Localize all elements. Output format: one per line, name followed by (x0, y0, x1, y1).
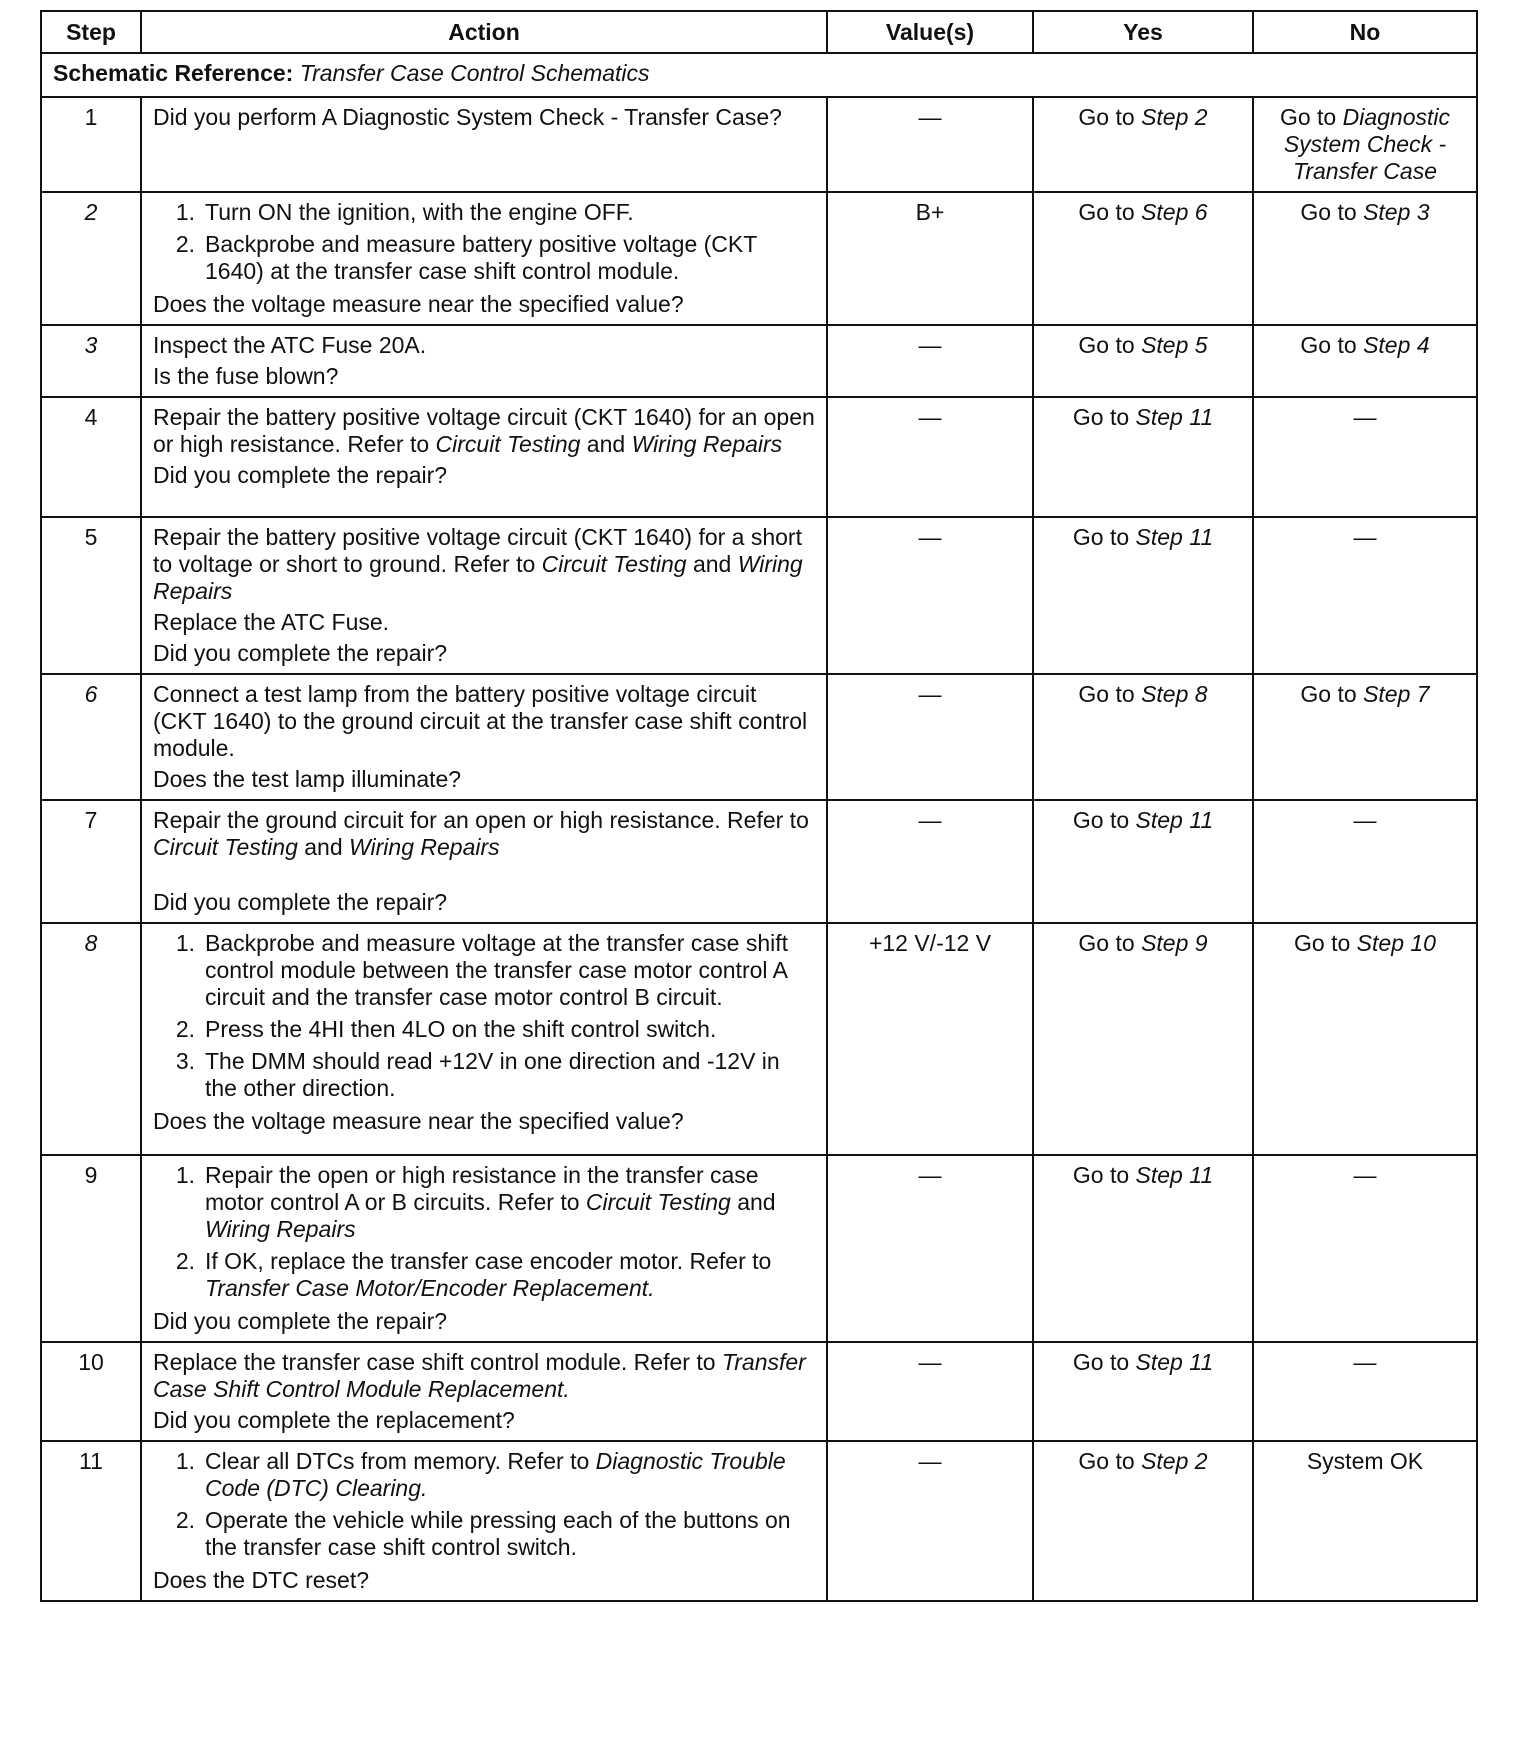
table-row (41, 97, 1477, 192)
no-cell (1253, 325, 1477, 397)
circuit-testing-link[interactable]: Circuit Testing (541, 551, 687, 577)
action-list-item: 2. If OK, replace the transfer case encoder motor. Refer to Transfer Case Motor/Encoder Replacement. (175, 1248, 772, 1301)
action-text: Replace the transfer case shift control module. Refer to Transfer Case Shift Control Module Replacement. (153, 1349, 806, 1402)
yes-cell (1033, 923, 1253, 1155)
action-question: Did you complete the repair? (153, 889, 448, 915)
yes-step-link[interactable]: Step 5 (1141, 332, 1208, 358)
action-cell (141, 1155, 827, 1342)
go-to-label: Go to (1078, 1448, 1135, 1474)
go-to-label: Go to (1078, 332, 1135, 358)
table-row (41, 1342, 1477, 1441)
value-cell: B+ (827, 192, 1033, 325)
encoder-replacement-link[interactable]: Transfer Case Motor/Encoder Replacement. (205, 1275, 655, 1301)
action-question: Did you complete the repair? (153, 640, 448, 666)
value-cell: — (827, 517, 1033, 674)
action-text-2: Replace the ATC Fuse. (153, 609, 390, 635)
value-cell: — (827, 1441, 1033, 1601)
go-to-label: Go to (1072, 404, 1130, 430)
yes-step-link[interactable]: Step 6 (1141, 199, 1208, 225)
wiring-repairs-link[interactable]: Wiring Repairs (631, 431, 783, 457)
action-text: Repair the ground circuit for an open or high resistance. Refer to Circuit Testing and Wiring Repairs (153, 807, 809, 860)
action-cell (141, 397, 827, 517)
header-row (41, 11, 1477, 53)
table-row (41, 192, 1477, 325)
step-number: 7 (41, 800, 141, 923)
header-values: Value(s) (827, 11, 1033, 53)
diagnostic-page (40, 10, 1476, 1602)
schematic-reference (41, 53, 1477, 97)
header-no: No (1253, 11, 1477, 53)
action-question: Did you complete the repair? (153, 462, 448, 488)
action-text: Inspect the ATC Fuse 20A. (153, 332, 427, 358)
yes-step-link[interactable]: Step 11 (1135, 524, 1214, 550)
go-to-label: Go to (1300, 681, 1357, 707)
no-cell: — (1253, 800, 1477, 923)
table-row (41, 517, 1477, 674)
action-cell (141, 923, 827, 1155)
go-to-label: Go to (1300, 332, 1357, 358)
wiring-repairs-link[interactable]: Wiring Repairs (349, 834, 500, 860)
table-row (41, 397, 1477, 517)
action-text: Connect a test lamp from the battery positive voltage circuit (CKT 1640) to the ground circuit at the transfer case shift control module. (153, 681, 808, 761)
table-row (41, 800, 1477, 923)
no-cell (1253, 923, 1477, 1155)
schematic-label: Schematic Reference: (53, 60, 294, 86)
header-step: Step (41, 11, 141, 53)
schematic-row (41, 53, 1477, 97)
yes-step-link[interactable]: Step 2 (1141, 104, 1208, 130)
no-cell: — (1253, 517, 1477, 674)
step-number: 10 (41, 1342, 141, 1441)
action-text: Repair the battery positive voltage circuit (CKT 1640) for a short to voltage or short to ground. Refer to Circuit Testing and Wiring Repairs (153, 524, 803, 604)
go-to-label: Go to (1294, 930, 1351, 956)
diagnostic-table (40, 10, 1478, 1602)
yes-cell (1033, 1342, 1253, 1441)
no-link-line3[interactable]: Transfer Case (1292, 158, 1437, 184)
no-link-line2[interactable]: System Check - (1283, 131, 1447, 157)
action-list-item: 1. Clear all DTCs from memory. Refer to Diagnostic Trouble Code (DTC) Clearing. (175, 1448, 786, 1501)
go-to-label: Go to (1072, 1162, 1130, 1188)
circuit-testing-link[interactable]: Circuit Testing (585, 1189, 731, 1215)
yes-cell (1033, 192, 1253, 325)
action-cell (141, 192, 827, 325)
action-list-item: 2. Press the 4HI then 4LO on the shift control switch. (175, 1016, 717, 1042)
no-cell (1253, 192, 1477, 325)
value-cell: +12 V/-12 V (827, 923, 1033, 1155)
step-number: 4 (41, 397, 141, 517)
step-number: 8 (41, 923, 141, 1155)
go-to-label: Go to (1078, 930, 1135, 956)
step-number: 11 (41, 1441, 141, 1601)
yes-cell (1033, 674, 1253, 800)
no-cell: System OK (1253, 1441, 1477, 1601)
no-cell (1253, 97, 1477, 192)
action-text: Did you perform A Diagnostic System Check - Transfer Case? (153, 104, 782, 130)
step-number: 6 (41, 674, 141, 800)
table-row (41, 325, 1477, 397)
yes-step-link[interactable]: Step 11 (1135, 807, 1214, 833)
go-to-label: Go to (1078, 681, 1135, 707)
action-cell (141, 800, 827, 923)
action-question: Did you complete the replacement? (153, 1407, 515, 1433)
table-row (41, 923, 1477, 1155)
yes-cell (1033, 800, 1253, 923)
no-step-link[interactable]: Step 3 (1363, 199, 1430, 225)
action-cell (141, 1342, 827, 1441)
go-to-label: Go to (1279, 104, 1337, 130)
step-number: 9 (41, 1155, 141, 1342)
header-yes: Yes (1033, 11, 1253, 53)
no-link[interactable]: Diagnostic (1342, 104, 1451, 130)
go-to-label: Go to (1072, 807, 1130, 833)
no-cell: — (1253, 1342, 1477, 1441)
yes-cell (1033, 517, 1253, 674)
circuit-testing-link[interactable]: Circuit Testing (435, 431, 581, 457)
yes-cell (1033, 397, 1253, 517)
action-question: Does the test lamp illuminate? (153, 766, 462, 792)
step-number: 5 (41, 517, 141, 674)
yes-step-link[interactable]: Step 2 (1141, 1448, 1208, 1474)
go-to-label: Go to (1072, 1349, 1130, 1375)
table-row (41, 674, 1477, 800)
yes-step-link[interactable]: Step 11 (1135, 1162, 1214, 1188)
action-question: Did you complete the repair? (153, 1308, 448, 1334)
value-cell: — (827, 674, 1033, 800)
action-question: Is the fuse blown? (153, 363, 339, 389)
yes-cell (1033, 1155, 1253, 1342)
go-to-label: Go to (1078, 104, 1135, 130)
no-step-link[interactable]: Step 4 (1363, 332, 1430, 358)
value-cell: — (827, 1342, 1033, 1441)
action-list-item: 3. The DMM should read +12V in one direction and -12V in the other direction. (175, 1048, 780, 1101)
no-step-link[interactable]: Step 10 (1356, 930, 1436, 956)
go-to-label: Go to (1078, 199, 1135, 225)
yes-cell (1033, 1441, 1253, 1601)
table-row (41, 1441, 1477, 1601)
module-replacement-link[interactable]: Transfer Case Shift Control Module Replacement. (153, 1349, 806, 1402)
value-cell: — (827, 325, 1033, 397)
action-list-item: 2. Operate the vehicle while pressing each of the buttons on the transfer case shift control switch. (175, 1507, 791, 1560)
value-cell: — (827, 800, 1033, 923)
value-cell: — (827, 397, 1033, 517)
action-cell (141, 674, 827, 800)
action-list-item: 1. Backprobe and measure voltage at the transfer case shift control module between the transfer case motor control A circuit and the transfer case motor control B circuit. (175, 930, 788, 1010)
step-number: 1 (41, 97, 141, 192)
yes-step-link[interactable]: Step 11 (1135, 1349, 1214, 1375)
yes-cell (1033, 325, 1253, 397)
no-step-link[interactable]: Step 7 (1363, 681, 1430, 707)
action-question: Does the voltage measure near the specified value? (153, 1108, 684, 1134)
schematic-link[interactable]: Transfer Case Control Schematics (299, 60, 650, 86)
value-cell: — (827, 1155, 1033, 1342)
action-cell (141, 517, 827, 674)
action-question: Does the voltage measure near the specified value? (153, 291, 684, 317)
step-number: 3 (41, 325, 141, 397)
action-list-item: 1. Repair the open or high resistance in the transfer case motor control A or B circuits. Refer to Circuit Testing and Wiring Repairs (175, 1162, 776, 1242)
action-list-item: 2. Backprobe and measure battery positive voltage (CKT 1640) at the transfer case shift control module. (175, 231, 757, 284)
yes-cell (1033, 97, 1253, 192)
dtc-clearing-link[interactable]: Diagnostic Trouble Code (DTC) Clearing. (205, 1448, 786, 1501)
yes-step-link[interactable]: Step 9 (1141, 930, 1208, 956)
action-text: Repair the battery positive voltage circuit (CKT 1640) for an open or high resistance. Refer to Circuit Testing and Wiring Repairs (153, 404, 815, 457)
action-cell (141, 325, 827, 397)
go-to-label: Go to (1072, 524, 1130, 550)
no-cell: — (1253, 1155, 1477, 1342)
action-question: Does the DTC reset? (153, 1567, 370, 1593)
wiring-repairs-link[interactable]: Wiring Repairs (205, 1216, 356, 1242)
no-cell: — (1253, 397, 1477, 517)
step-number: 2 (41, 192, 141, 325)
circuit-testing-link[interactable]: Circuit Testing (153, 834, 298, 860)
value-cell: — (827, 97, 1033, 192)
go-to-label: Go to (1300, 199, 1357, 225)
wiring-repairs-link[interactable]: Wiring Repairs (153, 551, 803, 604)
yes-step-link[interactable]: Step 8 (1141, 681, 1208, 707)
no-cell (1253, 674, 1477, 800)
action-cell (141, 1441, 827, 1601)
table-row (41, 1155, 1477, 1342)
header-action: Action (141, 11, 827, 53)
yes-step-link[interactable]: Step 11 (1135, 404, 1214, 430)
action-cell (141, 97, 827, 192)
action-list-item: 1. Turn ON the ignition, with the engine OFF. (175, 199, 634, 225)
